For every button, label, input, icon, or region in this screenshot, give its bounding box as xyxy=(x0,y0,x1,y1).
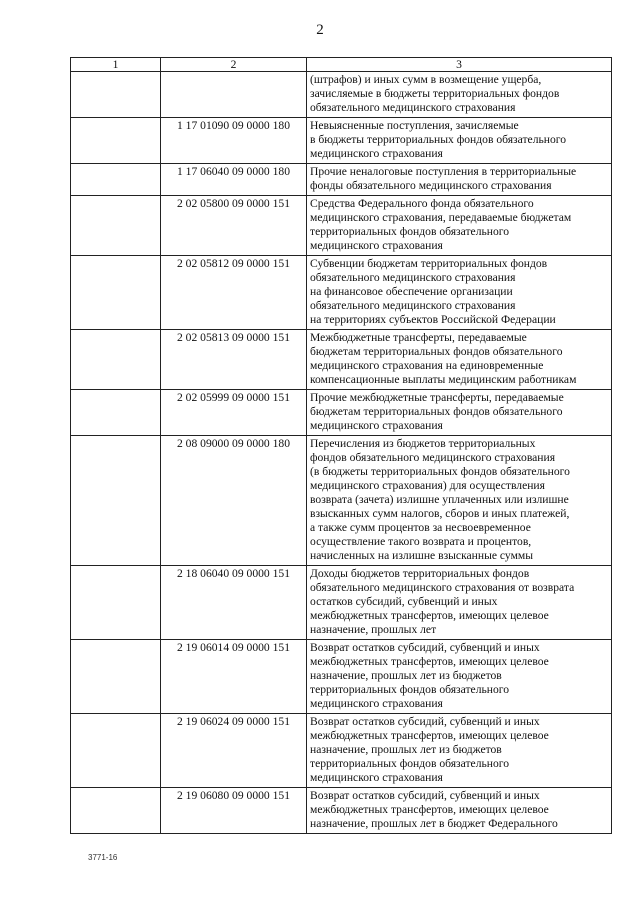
income-description xyxy=(307,164,612,196)
row-col-1 xyxy=(71,164,161,196)
table-row xyxy=(71,390,612,436)
description-line: назначение, прошлых лет из бюджетов xyxy=(310,669,502,682)
income-description xyxy=(307,330,612,390)
income-description xyxy=(307,390,612,436)
income-description xyxy=(307,436,612,566)
row-col-1 xyxy=(71,72,161,118)
table-row xyxy=(71,788,612,834)
header-col-3: 3 xyxy=(307,58,612,72)
row-col-1 xyxy=(71,330,161,390)
budget-classification-code: 2 19 06024 09 0000 151 xyxy=(161,714,307,788)
budget-classification-code: 2 02 05812 09 0000 151 xyxy=(161,256,307,330)
description-line: Доходы бюджетов территориальных фондов xyxy=(310,567,530,580)
income-description xyxy=(307,566,612,640)
description-line: фондов обязательного медицинского страхования xyxy=(310,451,556,464)
row-col-1 xyxy=(71,390,161,436)
row-col-1 xyxy=(71,788,161,834)
budget-classification-code: 2 02 05800 09 0000 151 xyxy=(161,196,307,256)
description-line: Перечисления из бюджетов территориальных xyxy=(310,437,536,450)
table-row xyxy=(71,72,612,118)
table-row xyxy=(71,436,612,566)
description-line: осуществление такого возврата и процентов, xyxy=(310,535,532,548)
description-line: медицинского страхования xyxy=(310,419,443,432)
description-line: межбюджетных трансфертов, имеющих целевое xyxy=(310,655,549,668)
row-col-1 xyxy=(71,640,161,714)
description-line: назначение, прошлых лет из бюджетов xyxy=(310,743,502,756)
income-description xyxy=(307,788,612,834)
description-line: межбюджетных трансфертов, имеющих целевое xyxy=(310,609,549,622)
row-col-1 xyxy=(71,118,161,164)
description-line: Возврат остатков субсидий, субвенций и иных xyxy=(310,715,540,728)
description-line: обязательного медицинского страхования xyxy=(310,271,516,284)
description-line: обязательного медицинского страхования xyxy=(310,101,516,114)
description-line: территориальных фондов обязательного xyxy=(310,225,510,238)
table-row xyxy=(71,196,612,256)
income-description xyxy=(307,196,612,256)
description-line: медицинского страхования xyxy=(310,147,443,160)
header-col-1: 1 xyxy=(71,58,161,72)
description-line: медицинского страхования, передаваемые бюджетам xyxy=(310,211,572,224)
table-row xyxy=(71,714,612,788)
description-line: фонды обязательного медицинского страхования xyxy=(310,179,552,192)
header-col-2: 2 xyxy=(161,58,307,72)
description-line: Межбюджетные трансферты, передаваемые xyxy=(310,331,527,344)
description-line: на финансовое обеспечение организации xyxy=(310,285,513,298)
description-line: на территориях субъектов Российской Федерации xyxy=(310,313,556,326)
description-line: остатков субсидий, субвенций и иных xyxy=(310,595,498,608)
page-number: 2 xyxy=(316,22,324,38)
budget-classification-code: 1 17 06040 09 0000 180 xyxy=(161,164,307,196)
description-line: Невыясненные поступления, зачисляемые xyxy=(310,119,519,132)
description-line: бюджетам территориальных фондов обязательного xyxy=(310,405,563,418)
description-line: назначение, прошлых лет xyxy=(310,623,437,636)
description-line: медицинского страхования xyxy=(310,239,443,252)
description-line: компенсационные выплаты медицинским работникам xyxy=(310,373,577,386)
income-description xyxy=(307,118,612,164)
description-line: Возврат остатков субсидий, субвенций и иных xyxy=(310,641,540,654)
description-line: Прочие неналоговые поступления в территориальные xyxy=(310,165,577,178)
description-line: территориальных фондов обязательного xyxy=(310,757,510,770)
description-line: межбюджетных трансфертов, имеющих целевое xyxy=(310,803,549,816)
description-line: (штрафов) и иных сумм в возмещение ущерба, xyxy=(310,73,542,86)
document-footer-code: 3771-16 xyxy=(88,853,118,862)
row-col-1 xyxy=(71,256,161,330)
table-row xyxy=(71,118,612,164)
description-line: (в бюджеты территориальных фондов обязательного xyxy=(310,465,570,478)
description-line: медицинского страхования на единовременные xyxy=(310,359,544,372)
table-row xyxy=(71,164,612,196)
description-line: в бюджеты территориальных фондов обязательного xyxy=(310,133,567,146)
description-line: межбюджетных трансфертов, имеющих целевое xyxy=(310,729,549,742)
description-line: обязательного медицинского страхования xyxy=(310,299,516,312)
table-row xyxy=(71,566,612,640)
description-line: возврата (зачета) излишне уплаченных или излишне xyxy=(310,493,569,506)
income-codes-table xyxy=(70,57,612,834)
description-line: медицинского страхования xyxy=(310,771,443,784)
table-row xyxy=(71,256,612,330)
description-line: зачисляемые в бюджеты территориальных фондов xyxy=(310,87,560,100)
income-description xyxy=(307,256,612,330)
description-line: начисленных на излишне взысканные суммы xyxy=(310,549,534,562)
budget-classification-code: 1 17 01090 09 0000 180 xyxy=(161,118,307,164)
income-description xyxy=(307,72,612,118)
description-line: обязательного медицинского страхования от возврата xyxy=(310,581,575,594)
budget-classification-code: 2 02 05999 09 0000 151 xyxy=(161,390,307,436)
row-col-1 xyxy=(71,566,161,640)
description-line: Средства Федерального фонда обязательного xyxy=(310,197,534,210)
table-row xyxy=(71,330,612,390)
budget-classification-code: 2 02 05813 09 0000 151 xyxy=(161,330,307,390)
description-line: а также сумм процентов за несвоевременное xyxy=(310,521,531,534)
description-line: бюджетам территориальных фондов обязательного xyxy=(310,345,563,358)
income-description xyxy=(307,640,612,714)
row-col-1 xyxy=(71,714,161,788)
budget-classification-code xyxy=(161,72,307,118)
description-line: взысканных сумм налогов, сборов и иных платежей, xyxy=(310,507,570,520)
budget-classification-code: 2 08 09000 09 0000 180 xyxy=(161,436,307,566)
income-description xyxy=(307,714,612,788)
budget-classification-code: 2 19 06080 09 0000 151 xyxy=(161,788,307,834)
description-line: Субвенции бюджетам территориальных фондов xyxy=(310,257,548,270)
description-line: медицинского страхования xyxy=(310,697,443,710)
row-col-1 xyxy=(71,436,161,566)
description-line: территориальных фондов обязательного xyxy=(310,683,510,696)
description-line: медицинского страхования) для осуществления xyxy=(310,479,545,492)
description-line: Возврат остатков субсидий, субвенций и иных xyxy=(310,789,540,802)
budget-classification-code: 2 19 06014 09 0000 151 xyxy=(161,640,307,714)
row-col-1 xyxy=(71,196,161,256)
description-line: назначение, прошлых лет в бюджет Федерального xyxy=(310,817,558,830)
table-row xyxy=(71,640,612,714)
budget-classification-code: 2 18 06040 09 0000 151 xyxy=(161,566,307,640)
description-line: Прочие межбюджетные трансферты, передаваемые xyxy=(310,391,564,404)
table-header-row xyxy=(71,58,612,72)
